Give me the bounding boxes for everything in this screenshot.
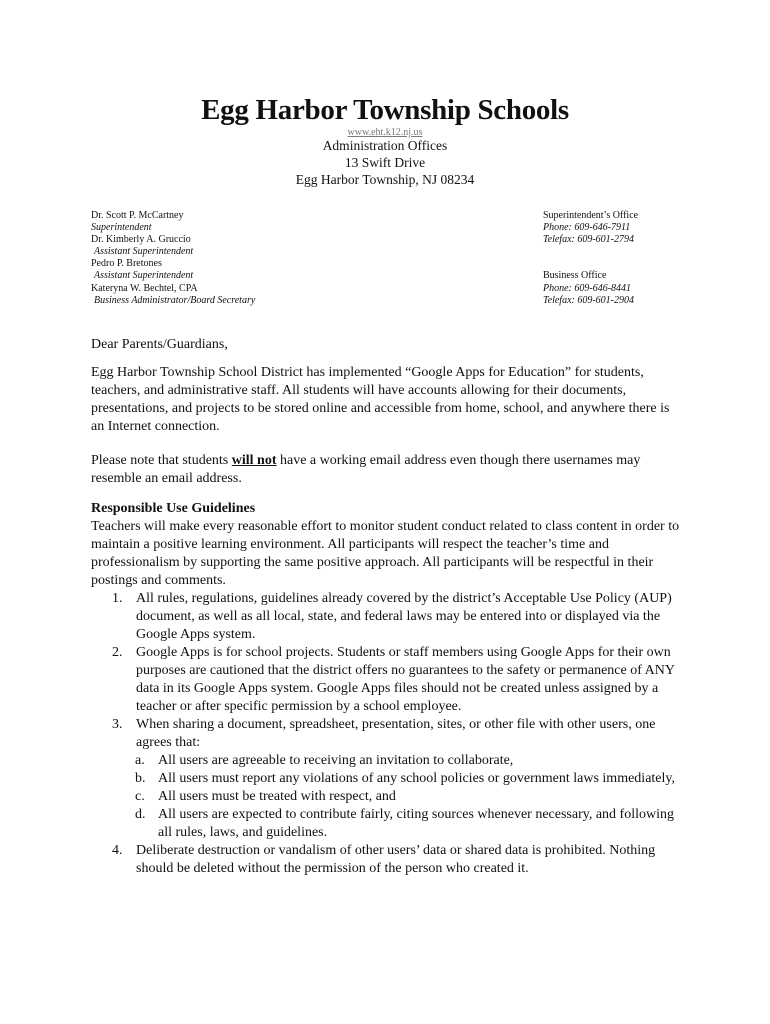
street-address: 13 Swift Drive — [344, 155, 426, 170]
staff-role: Superintendent — [91, 222, 152, 234]
business-office-label: Business Office — [543, 270, 607, 282]
staff-name: Kateryna W. Bechtel, CPA — [91, 282, 198, 294]
staff-name: Dr. Scott P. McCartney — [91, 210, 184, 221]
notice-emphasis: will not — [231, 453, 277, 468]
district-title: Egg Harbor Township Schools — [201, 94, 569, 126]
item-text: All users are agreeable to receiving an invitation to collaborate, — [158, 753, 514, 768]
list-item — [91, 842, 691, 878]
city-address: Egg Harbor Township, NJ 08234 — [295, 172, 475, 187]
item-text: All rules, regulations, guidelines already covered by the district’s Acceptable Use Policy (AUP) document, as well as all local, state, and federal laws may be entered into or displayed via the Google Apps system. — [136, 591, 672, 642]
item-letter: a. — [135, 753, 145, 768]
item-number: 1. — [112, 591, 123, 606]
item-number: 4. — [112, 843, 123, 858]
item-text: Google Apps is for school projects. Students or staff members using Google Apps for their own purposes are cautioned that the district offers no guarantees to the safety or permanence of ANY data in its Google Apps system. Google Apps files should not be created unless assigned by a teacher or after specific permission by a school employee. — [136, 645, 675, 714]
paragraph-conduct: Teachers will make every reasonable effort to monitor student conduct related to class content in order to maintain a positive learning environment. All participants will respect the teacher’s time and professionalism by supporting the same positive approach. All participants will be respectful in their postings and comments. — [91, 519, 680, 588]
item-letter: d. — [135, 807, 146, 822]
item-number: 2. — [112, 645, 123, 660]
sublist-item — [91, 752, 691, 770]
notice-text: Please note that students — [91, 453, 232, 468]
list-item — [91, 716, 691, 752]
staff-name: Pedro P. Bretones — [91, 258, 162, 270]
sublist-item — [91, 770, 691, 788]
salutation: Dear Parents/Guardians, — [91, 337, 228, 352]
staff-name: Dr. Kimberly A. Gruccio — [91, 234, 191, 246]
item-letter: c. — [135, 789, 145, 804]
superintendent-office-label: Superintendent’s Office — [543, 210, 639, 221]
item-text: When sharing a document, spreadsheet, presentation, sites, or other file with other users, one agrees that: — [136, 717, 656, 750]
staff-role: Business Administrator/Board Secretary — [94, 294, 256, 306]
sublist-item — [91, 788, 691, 806]
superintendent-fax: Telefax: 609-601-2794 — [543, 234, 635, 246]
item-text: All users are expected to contribute fairly, citing sources whenever necessary, and following all rules, laws, and guidelines. — [158, 807, 674, 840]
item-text: Deliberate destruction or vandalism of other users’ data or shared data is prohibited. Nothing should be deleted without the permission of the person who created it. — [136, 843, 656, 876]
list-item — [91, 590, 691, 644]
superintendent-phone: Phone: 609-646-7911 — [543, 222, 631, 234]
item-letter: b. — [135, 771, 146, 786]
item-text: All users must be treated with respect, and — [158, 789, 396, 804]
business-phone: Phone: 609-646-8441 — [543, 282, 632, 294]
staff-role: Assistant Superintendent — [94, 246, 194, 258]
item-number: 3. — [112, 717, 123, 732]
list-item — [91, 644, 691, 716]
guidelines-list — [91, 590, 691, 878]
sublist-item — [91, 806, 691, 842]
notice-text: have a working email address even though there usernames may resemble an email address. — [91, 453, 641, 486]
staff-role: Assistant Superintendent — [94, 270, 194, 282]
business-fax: Telefax: 609-601-2904 — [543, 294, 635, 306]
section-heading: Responsible Use Guidelines — [91, 501, 256, 516]
district-website-link[interactable]: www.eht.k12.nj.us — [347, 127, 423, 138]
paragraph-google-apps: Egg Harbor Township School District has implemented “Google Apps for Education” for students, teachers, and administrative staff. All students will have accounts allowing for their documents, presentations, and projects to be stored online and accessible from home, school, and anywhere there is an Internet connection. — [91, 365, 670, 434]
office-name: Administration Offices — [322, 138, 448, 153]
office-contacts — [543, 210, 638, 307]
staff-directory — [91, 210, 255, 307]
paragraph-email-notice — [91, 452, 683, 488]
item-text: All users must report any violations of any school policies or government laws immediately, — [158, 771, 675, 786]
